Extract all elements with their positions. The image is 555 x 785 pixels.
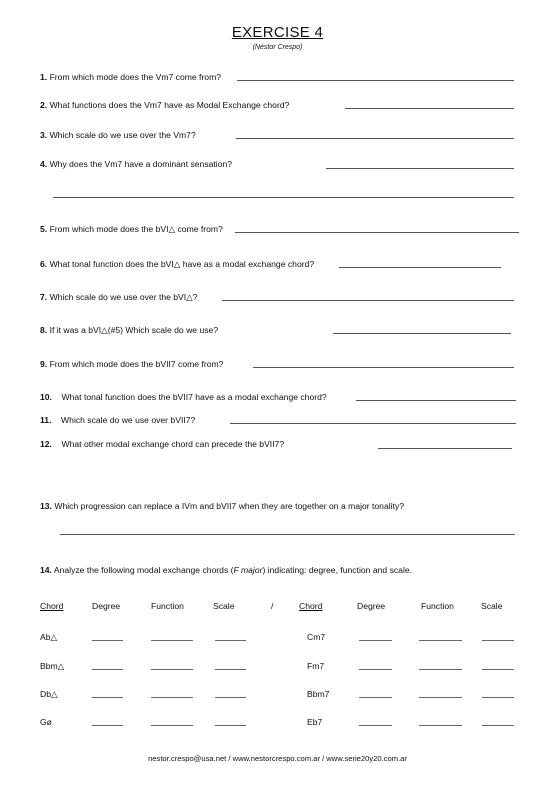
header-chord-left: Chord	[40, 601, 64, 611]
blank-function-right-4[interactable]	[419, 725, 462, 726]
chord-left-3: Db△	[40, 689, 58, 699]
answer-line-3[interactable]	[236, 138, 514, 139]
question-5: 5. From which mode does the bVI△ come from?	[40, 224, 223, 234]
answer-line-12[interactable]	[378, 448, 512, 449]
question-9: 9. From which mode does the bVII7 come from?	[40, 359, 224, 369]
blank-function-left-2[interactable]	[151, 669, 193, 670]
blank-degree-left-2[interactable]	[92, 669, 123, 670]
blank-scale-right-4[interactable]	[482, 725, 514, 726]
header-scale-left: Scale	[213, 601, 235, 611]
answer-line-4b[interactable]	[53, 197, 514, 198]
question-1: 1. From which mode does the Vm7 come from?	[40, 72, 222, 82]
blank-degree-left-1[interactable]	[92, 640, 123, 641]
question-12: 12. What other modal exchange chord can precede the bVII7?	[40, 439, 285, 449]
page-title: EXERCISE 4	[231, 24, 324, 41]
question-7: 7. Which scale do we use over the bVI△?	[40, 292, 198, 302]
blank-degree-left-4[interactable]	[92, 725, 123, 726]
question-2: 2. What functions does the Vm7 have as Modal Exchange chord?	[40, 100, 290, 110]
chord-left-1: Ab△	[40, 632, 58, 642]
blank-function-right-3[interactable]	[419, 697, 462, 698]
blank-scale-right-2[interactable]	[482, 669, 514, 670]
chord-right-2: Fm7	[307, 661, 325, 671]
question-13: 13. Which progression can replace a IVm and bVII7 when they are together on a major tonality?	[40, 501, 405, 511]
blank-scale-left-4[interactable]	[215, 725, 246, 726]
answer-line-10[interactable]	[356, 400, 516, 401]
header-function-right: Function	[421, 601, 454, 611]
answer-line-8[interactable]	[333, 333, 511, 334]
blank-degree-right-2[interactable]	[359, 669, 392, 670]
answer-line-6[interactable]	[339, 267, 501, 268]
table-separator: /	[271, 601, 274, 611]
answer-line-7[interactable]	[222, 300, 514, 301]
answer-line-4a[interactable]	[326, 168, 514, 169]
chord-right-4: Eb7	[307, 717, 323, 727]
answer-line-11[interactable]	[230, 423, 516, 424]
blank-function-right-2[interactable]	[419, 669, 462, 670]
header-chord-right: Chord	[299, 601, 323, 611]
chord-left-4: Gø	[40, 717, 52, 727]
blank-scale-left-2[interactable]	[215, 669, 246, 670]
question-3: 3. Which scale do we use over the Vm7?	[40, 130, 196, 140]
blank-scale-left-3[interactable]	[215, 697, 246, 698]
chord-left-2: Bbm△	[40, 661, 65, 671]
question-4: 4. Why does the Vm7 have a dominant sensation?	[40, 159, 233, 169]
question-10: 10. What tonal function does the bVII7 have as a modal exchange chord?	[40, 392, 327, 402]
question-11: 11. Which scale do we use over bVII7?	[40, 415, 196, 425]
blank-scale-right-3[interactable]	[482, 697, 514, 698]
header-degree-right: Degree	[357, 601, 386, 611]
header-scale-right: Scale	[481, 601, 503, 611]
blank-degree-left-3[interactable]	[92, 697, 123, 698]
answer-line-13[interactable]	[60, 534, 515, 535]
blank-degree-right-4[interactable]	[359, 725, 392, 726]
blank-function-right-1[interactable]	[419, 640, 462, 641]
question-14: 14. Analyze the following modal exchange chords (F major) indicating: degree, function and scale.	[40, 565, 413, 575]
blank-scale-right-1[interactable]	[482, 640, 514, 641]
blank-function-left-4[interactable]	[151, 725, 193, 726]
blank-degree-right-3[interactable]	[359, 697, 392, 698]
page-footer: nestor.crespo@usa.net / www.nestorcrespo.com.ar / www.serie20y20.com.ar	[148, 754, 407, 763]
header-function-left: Function	[151, 601, 184, 611]
chord-right-3: Bbm7	[307, 689, 330, 699]
question-8: 8. If it was a bVI△(#5) Which scale do we use?	[40, 325, 219, 335]
author-credit: (Néstor Crespo)	[252, 44, 303, 51]
answer-line-2[interactable]	[345, 108, 514, 109]
answer-line-1[interactable]	[237, 80, 514, 81]
blank-function-left-3[interactable]	[151, 697, 193, 698]
blank-function-left-1[interactable]	[151, 640, 193, 641]
answer-line-5[interactable]	[235, 232, 519, 233]
chord-right-1: Cm7	[307, 632, 326, 642]
blank-degree-right-1[interactable]	[359, 640, 392, 641]
blank-scale-left-1[interactable]	[215, 640, 246, 641]
header-degree-left: Degree	[92, 601, 121, 611]
question-6: 6. What tonal function does the bVI△ have as a modal exchange chord?	[40, 259, 315, 269]
answer-line-9[interactable]	[253, 367, 514, 368]
